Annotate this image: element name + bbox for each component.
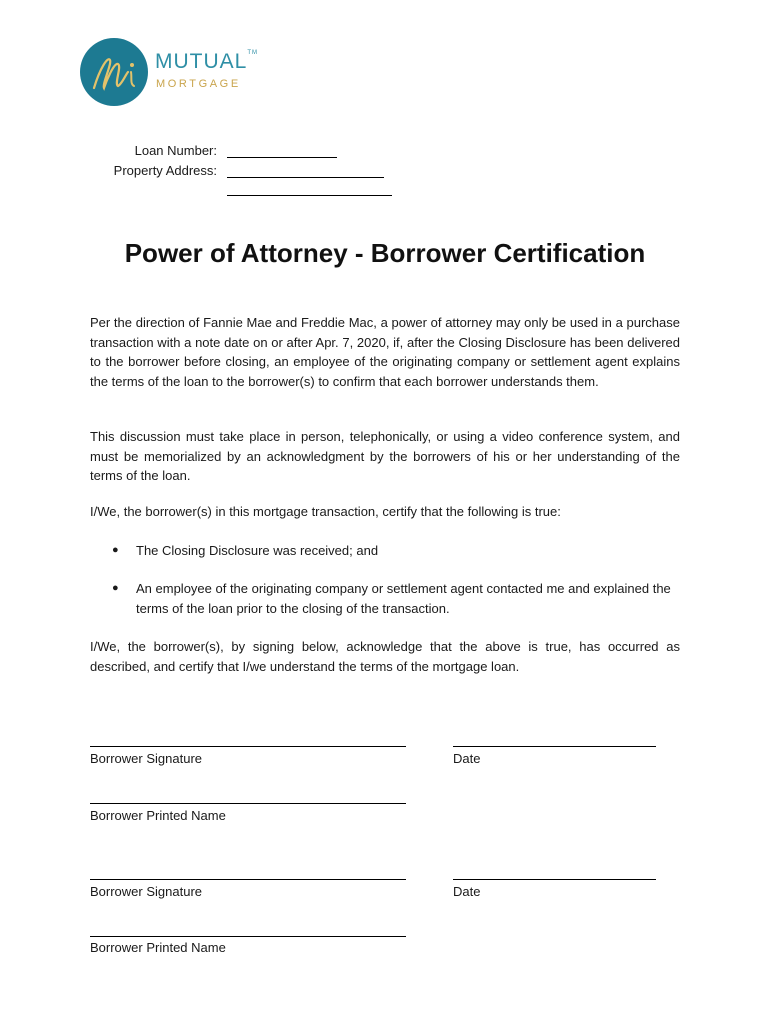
borrower-signature-line-2[interactable] bbox=[90, 879, 406, 880]
date-label: Date bbox=[453, 884, 481, 899]
document-title: Power of Attorney - Borrower Certification bbox=[124, 238, 646, 268]
borrower-printed-name-label: Borrower Printed Name bbox=[90, 940, 226, 955]
borrower-signature-label: Borrower Signature bbox=[90, 884, 202, 899]
paragraph-acknowledge: I/We, the borrower(s), by signing below, acknowledge that the above is true, has occurred as described, and certify that I/we understand the terms of the mortgage loan. bbox=[90, 639, 680, 674]
date-line-2[interactable] bbox=[453, 879, 656, 880]
logo-mark bbox=[80, 38, 148, 106]
loan-number-field[interactable] bbox=[227, 157, 337, 158]
bullet-text: The Closing Disclosure was received; and bbox=[136, 543, 379, 558]
date-label: Date bbox=[453, 751, 481, 766]
property-address-field-line-2[interactable] bbox=[227, 195, 392, 196]
borrower-printed-name-label: Borrower Printed Name bbox=[90, 808, 226, 823]
date-line-1[interactable] bbox=[453, 746, 656, 747]
borrower-printed-name-line-1[interactable] bbox=[90, 803, 406, 804]
paragraph-certify: I/We, the borrower(s) in this mortgage transaction, certify that the following is true: bbox=[90, 504, 561, 519]
logo-word-mutual: MUTUAL™ bbox=[155, 50, 259, 73]
borrower-printed-name-line-2[interactable] bbox=[90, 936, 406, 937]
company-logo bbox=[80, 38, 259, 108]
bullet-text: An employee of the originating company or settlement agent contacted me and explained the terms of the loan prior to the closing of the transaction. bbox=[136, 581, 671, 616]
bullet-icon: ● bbox=[112, 544, 119, 556]
bullet-icon: ● bbox=[112, 582, 119, 594]
loan-number-label: Loan Number: bbox=[134, 143, 217, 158]
property-address-field-line-1[interactable] bbox=[227, 177, 384, 178]
borrower-signature-label: Borrower Signature bbox=[90, 751, 202, 766]
paragraph-direction: Per the direction of Fannie Mae and Freddie Mac, a power of attorney may only be used in a purchase transaction with a note date on or after Apr. 7, 2020, if, after the Closing Disclosure has been delivered to the borrower before closing, an employee of the originating company or settlement agent explains the terms of the loan to the borrower(s) to confirm that each borrower understands them. bbox=[90, 315, 680, 389]
paragraph-discussion: This discussion must take place in person, telephonically, or using a video conference system, and must be memorialized by an acknowledgment by the borrowers of his or her understanding of the terms of the loan. bbox=[90, 429, 680, 483]
borrower-signature-line-1[interactable] bbox=[90, 746, 406, 747]
logo-word-mortgage: MORTGAGE bbox=[156, 78, 241, 90]
property-address-label: Property Address: bbox=[113, 163, 217, 178]
